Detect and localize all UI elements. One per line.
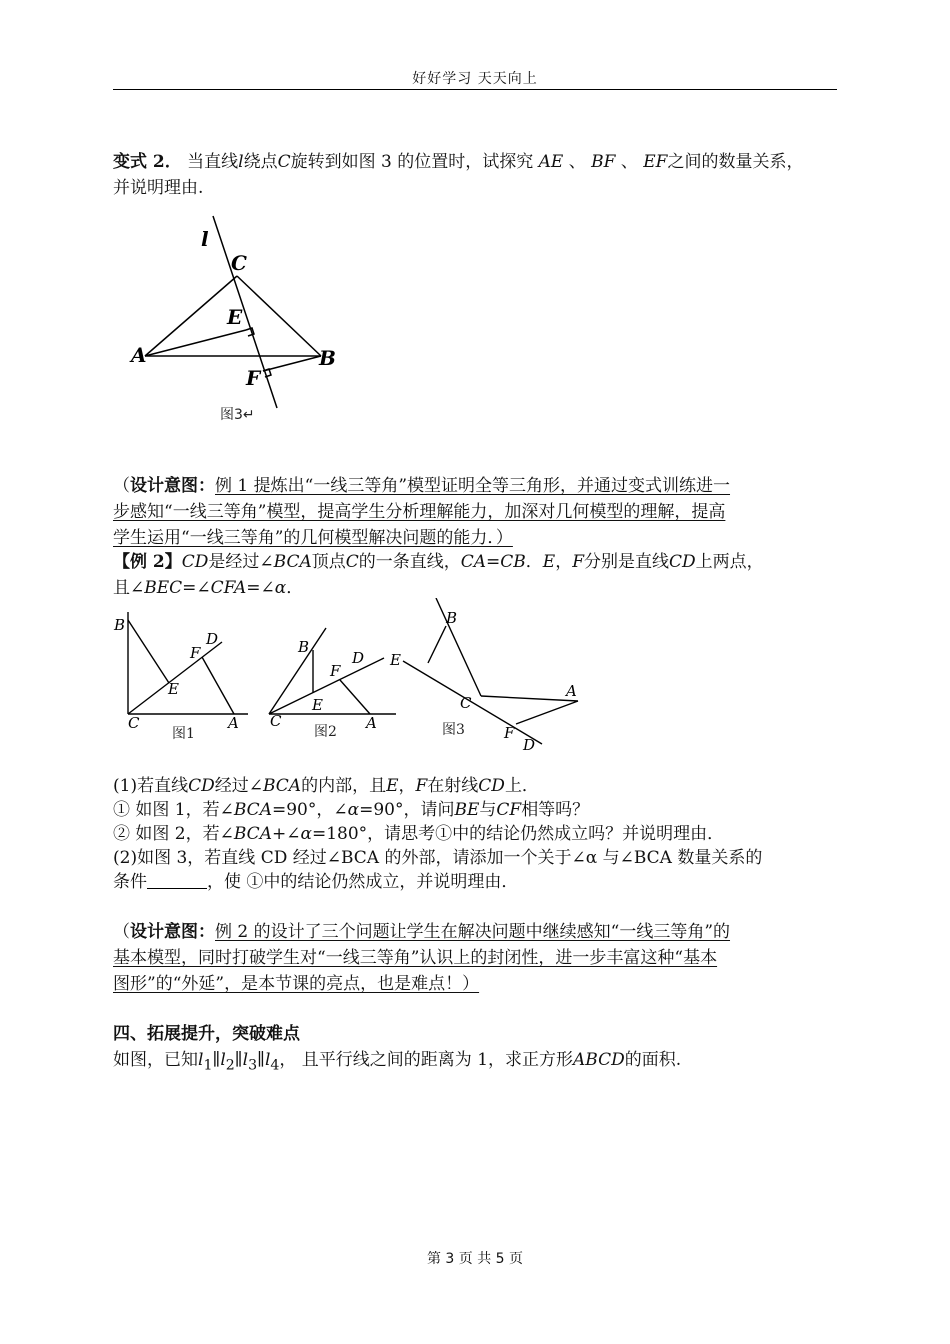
fig1-segment-be — [128, 620, 169, 683]
math-var: α — [300, 824, 312, 844]
fig2-label-b: B — [298, 638, 310, 656]
label-b: B — [319, 346, 336, 370]
math-var: CD — [188, 776, 215, 796]
text: 条件 — [113, 872, 147, 892]
figure-3-rotated-line — [125, 210, 345, 430]
parallel-symbol: ∥ — [257, 1050, 265, 1070]
label-c: C — [231, 251, 247, 275]
text: (1)若直线 — [113, 776, 189, 796]
text: 且∠ — [113, 578, 145, 598]
page-header: 好好学习 天天向上 — [412, 71, 538, 87]
text: ，使 ①中的结论仍然成立，并说明理由． — [207, 872, 519, 892]
fig3-label-d: D — [523, 736, 536, 754]
example2-line2 — [113, 576, 303, 600]
math-var: l — [198, 1050, 204, 1070]
text: ， 且平行线之间的距离为 1，求正方形 — [279, 1050, 574, 1070]
fig3-label-f: F — [504, 724, 515, 742]
math-var: BCA — [233, 800, 272, 820]
fig1-label-f: F — [190, 644, 201, 662]
subscript: 4 — [270, 1057, 280, 1074]
fig1-label-e: E — [168, 680, 179, 698]
text: 旋转到如图 3 的位置时，试探究 — [290, 152, 534, 172]
text: ， — [398, 776, 416, 796]
design-intent-1-line1 — [113, 474, 730, 498]
question-2-condition — [113, 870, 518, 894]
fig1-label-c: C — [128, 714, 140, 732]
text: ， — [555, 552, 573, 572]
design-intent-1-line2: 步感知“一线三等角”模型，提高学生分析理解能力，加深对几何模型的理解，提高 — [113, 502, 726, 522]
right-angle-f — [263, 369, 271, 377]
math-var: EF — [643, 152, 668, 172]
text: 绕点 — [243, 152, 278, 172]
segment-bf — [263, 356, 321, 371]
text: 的面积. — [624, 1050, 682, 1070]
fig2-label-c: C — [270, 712, 282, 730]
math-var: l — [238, 152, 244, 172]
segment-cb — [237, 276, 321, 356]
text: （ — [113, 476, 130, 496]
text: ① 如图 1，若∠ — [113, 800, 234, 820]
math-var: C — [277, 152, 291, 172]
fig1-segment-fa — [202, 657, 234, 714]
text: =∠ — [182, 578, 211, 598]
math-var: AE — [538, 152, 564, 172]
text: 的一条直线， — [358, 552, 461, 572]
text: 是经过∠ — [208, 552, 274, 572]
math-var: CD — [478, 776, 505, 796]
text: =180°，请思考①中的结论仍然成立吗？并说明理由． — [311, 824, 725, 844]
question-1-part-1 — [113, 798, 589, 822]
text: =∠ — [246, 578, 275, 598]
math-var: E — [386, 776, 399, 796]
label-e: E — [227, 305, 243, 329]
text: 顶点 — [311, 552, 346, 572]
fig3-label-a: A — [566, 682, 577, 700]
design-intent-2-line1 — [113, 920, 730, 944]
fig2-caption: 图2 — [314, 724, 337, 740]
subscript: 1 — [203, 1057, 213, 1074]
header-rule — [113, 89, 837, 90]
text: 相等吗？ — [521, 800, 590, 820]
fig3-segment-be — [428, 626, 446, 663]
fig2-label-f: F — [330, 662, 341, 680]
section-4-title: 四、拓展提升，突破难点 — [113, 1024, 300, 1044]
question-1 — [113, 774, 539, 798]
example2-figures — [108, 598, 608, 756]
design-label: 设计意图： — [130, 476, 215, 496]
math-var: α — [274, 578, 287, 598]
line-l — [213, 216, 277, 408]
example2-line1 — [113, 550, 764, 574]
text: 之间的数量关系， — [667, 152, 804, 172]
text: 上两点， — [695, 552, 764, 572]
fig2-segment-fa — [340, 680, 370, 714]
page-footer: 第 3 页 共 5 页 — [426, 1251, 524, 1267]
text: 当直线 — [187, 152, 239, 172]
design-intent-1-line3: 学生运用“一线三等角”的几何模型解决问题的能力．） — [113, 528, 513, 548]
math-var: CD — [181, 552, 209, 572]
text: =90°，∠ — [271, 800, 348, 820]
fig1-label-b: B — [114, 616, 126, 634]
text: 经过∠ — [214, 776, 263, 796]
math-var: CD — [669, 552, 696, 572]
text: 与 — [479, 800, 497, 820]
fig2-label-d: D — [352, 649, 365, 667]
design-intent-2-line3: 图形”的“外延”，是本节课的亮点，也是难点！） — [113, 974, 480, 994]
fig2-label-e: E — [312, 696, 323, 714]
figure-caption: 图3↵ — [220, 407, 255, 423]
math-var: BCA — [233, 824, 272, 844]
text: 的内部，且 — [301, 776, 387, 796]
example-label: 【例 2】 — [113, 552, 182, 572]
text: 分别是直线 — [584, 552, 669, 572]
text: ． — [525, 552, 543, 572]
variant2-line1 — [113, 150, 803, 174]
text: 、 — [620, 152, 638, 172]
fig3-segment-cb — [436, 598, 481, 696]
text: （ — [113, 922, 130, 942]
fig3-segment-fa — [516, 701, 578, 724]
fig3-label-c: C — [460, 694, 472, 712]
fig2-line-cd — [269, 658, 384, 714]
text: 在射线 — [427, 776, 479, 796]
math-var: l — [242, 1050, 249, 1070]
section-4-text — [113, 1048, 681, 1077]
subscript: 2 — [225, 1057, 235, 1074]
text: 例 2 的设计了三个问题让学生在解决问题中继续感知“一线三等角”的 — [215, 922, 731, 942]
fig3-line-cd — [403, 661, 542, 744]
math-var: F — [572, 552, 584, 572]
math-var: BCA — [262, 776, 302, 796]
text: ② 如图 2，若∠ — [113, 824, 234, 844]
label-l: l — [201, 227, 209, 251]
fig3-caption: 图3 — [442, 722, 465, 738]
answer-blank[interactable] — [147, 872, 207, 889]
right-angle-e — [246, 328, 254, 336]
fig1-label-d: D — [206, 630, 219, 648]
fig1-line-cd — [128, 642, 222, 714]
fig2-label-a: A — [366, 714, 377, 732]
label-f: F — [246, 366, 261, 390]
fig3-segment-ca — [481, 696, 578, 701]
variant2-line2: 并说明理由. — [113, 178, 204, 198]
math-var: E — [542, 552, 556, 572]
subscript: 3 — [248, 1057, 258, 1074]
text: 例 1 提炼出“一线三等角”模型证明全等三角形，并通过变式训练进一 — [215, 476, 731, 496]
math-var: l — [264, 1050, 271, 1070]
math-var: BE — [454, 800, 480, 820]
fig3-label-e: E — [390, 651, 401, 669]
question-1-part-2 — [113, 822, 724, 846]
math-var: F — [415, 776, 428, 796]
math-var: BEC — [144, 578, 183, 598]
fig1-caption: 图1 — [172, 726, 195, 742]
math-var: BF — [591, 152, 616, 172]
parallel-symbol: ∥ — [212, 1050, 221, 1070]
fig3-label-b: B — [446, 609, 458, 627]
label-a: A — [131, 343, 147, 367]
math-var: CA=CB — [460, 552, 526, 572]
text: 、 — [568, 152, 586, 172]
text: ． — [286, 578, 304, 598]
math-var: C — [345, 552, 359, 572]
text: 上． — [504, 776, 539, 796]
text: =90°，请问 — [359, 800, 455, 820]
design-intent-2-line2: 基本模型，同时打破学生对“一线三等角”认识上的封闭性，进一步丰富这种“基本 — [113, 948, 718, 968]
math-var: ABCD — [573, 1050, 625, 1070]
design-label: 设计意图： — [130, 922, 215, 942]
math-var: CF — [496, 800, 522, 820]
math-var: BCA — [273, 552, 312, 572]
text: 如图，已知 — [113, 1050, 198, 1070]
variant2-label: 变式 2． — [113, 152, 182, 172]
math-var: CFA — [210, 578, 247, 598]
fig1-label-a: A — [228, 714, 239, 732]
text: +∠ — [271, 824, 301, 844]
math-var: α — [347, 800, 360, 820]
parallel-symbol: ∥ — [234, 1050, 243, 1070]
math-var: l — [220, 1050, 226, 1070]
question-2: (2)如图 3，若直线 CD 经过∠BCA 的外部，请添加一个关于∠α 与∠BCA 数量关系的 — [113, 848, 763, 868]
